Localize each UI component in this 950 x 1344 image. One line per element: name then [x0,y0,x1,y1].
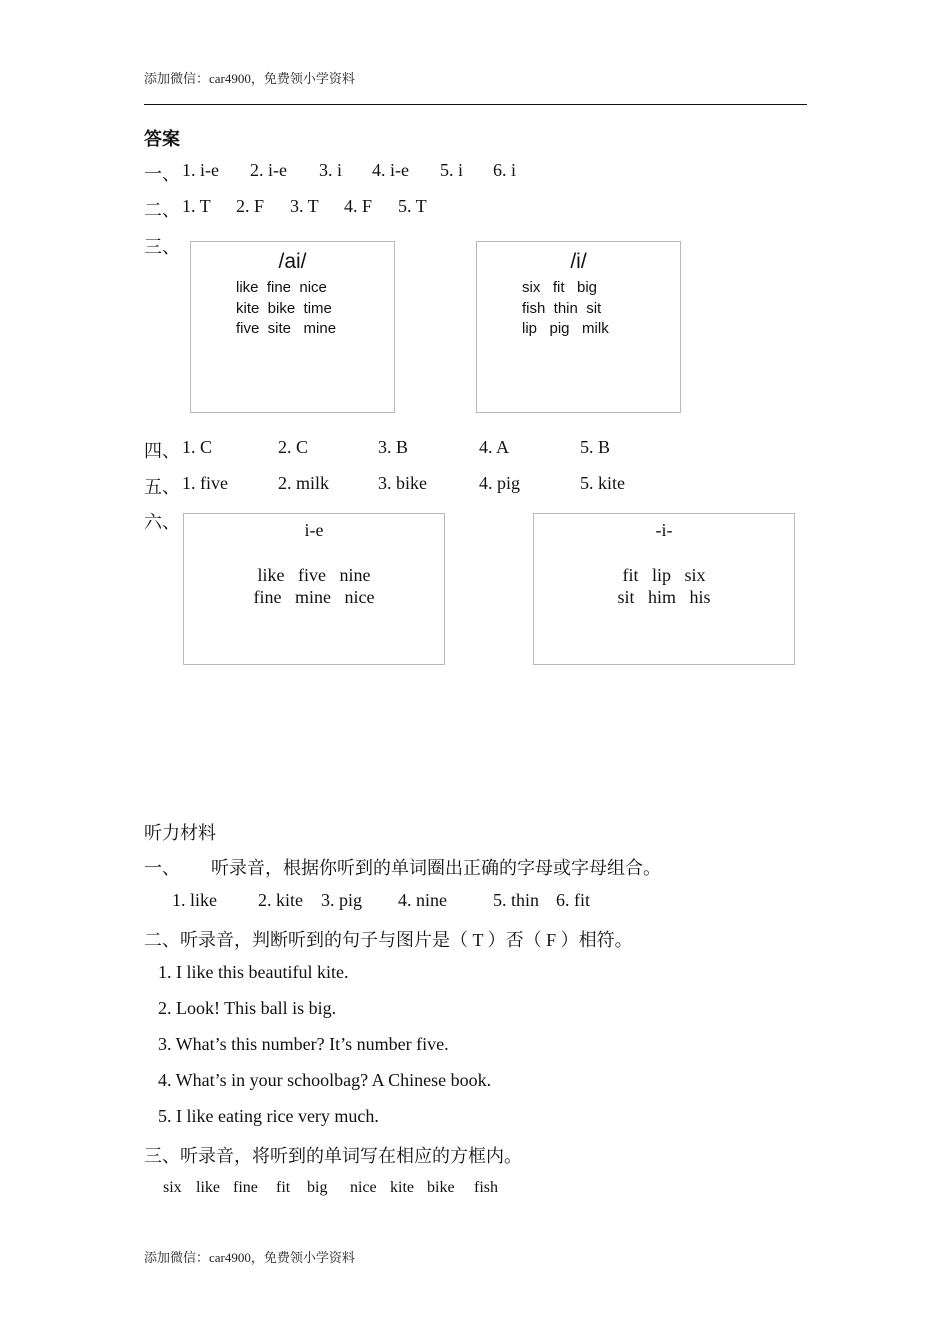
answer-item: 3. B [378,437,409,457]
answer-item: 1. T [182,196,211,216]
answer-item: 3. i [319,160,343,180]
word-row: five site mine [236,320,337,337]
answer-item: 5. kite [580,473,625,493]
word-row: like fine nice [236,279,327,296]
phoneme-box-ai [190,241,395,413]
listening-word: 2. kite [258,890,303,910]
answer-item: 6. i [493,160,517,180]
footer-note: 添加微信：car4900，免费领小学资料 [144,1250,355,1265]
listening-sentence: 5. I like eating rice very much. [158,1106,379,1126]
listening-q3-word: like [196,1179,220,1196]
word-row: sit him his [617,587,711,607]
word-row: fit lip six [622,565,706,585]
listening-word: 5. thin [493,890,540,910]
word-row: fish thin sit [522,299,602,317]
answer-item: 1. C [182,437,213,457]
listening-q3-word: kite [390,1179,414,1196]
pattern-word-list [534,564,794,608]
listening-word: 1. like [172,890,217,910]
answers-title: 答案 [144,129,180,150]
answer-section-4-label: 四、 [144,441,180,461]
listening-q3-word: fish [474,1179,498,1196]
listening-q3-word: nice [350,1179,377,1196]
listening-word: 4. nine [398,890,447,910]
answer-item: 3. T [290,196,319,216]
answer-item: 1. i-e [182,160,219,180]
listening-sentence: 3. What’s this number? It’s number five. [158,1034,449,1054]
word-row: fine mine nice [253,587,375,607]
listening-sentence: 2. Look! This ball is big. [158,998,337,1018]
listening-q3-word: bike [427,1179,455,1196]
listening-q3-word: big [307,1179,328,1196]
listening-word: 6. fit [556,890,590,910]
listening-q3-word: fit [276,1179,291,1196]
answer-section-5-label: 五、 [144,477,180,497]
answer-item: 5. i [440,160,464,180]
answer-section-3-label: 三、 [144,237,180,257]
section-label: 一、 [144,164,180,184]
answer-section-6-label: 六、 [144,512,180,532]
phoneme-heading: /ai/ [278,250,307,273]
header-rule [144,104,807,105]
answer-item: 4. F [344,196,373,216]
word-row: six fit big [522,279,598,296]
answer-item: 5. B [580,437,611,457]
listening-q3-word: fine [233,1179,258,1196]
answer-section-2-label: 二、 [144,200,180,220]
word-row: kite bike time [236,299,332,317]
listening-q3-word: six [163,1179,182,1196]
listening-q2-instruction: 二、听录音，判断听到的句子与图片是（ T ）否（ F ）相符。 [144,930,633,950]
header-note: 添加微信：car4900，免费领小学资料 [144,71,355,86]
listening-q1-instruction: 听录音，根据你听到的单词圈出正确的字母或字母组合。 [211,858,661,878]
pattern-word-list [184,564,444,608]
phoneme-word-list [522,278,609,340]
pattern-box-i [533,513,795,665]
answer-item: 3. bike [378,473,427,493]
word-row: like five nine [257,565,371,585]
answer-item: 4. A [479,437,510,457]
answer-section-1 [144,160,180,186]
phoneme-word-list [236,278,336,340]
phoneme-heading: /i/ [570,250,587,273]
listening-q3-instruction: 三、听录音，将听到的单词写在相应的方框内。 [144,1146,522,1166]
answer-item: 2. C [278,437,309,457]
listening-word: 3. pig [321,890,363,910]
listening-q1-label: 一、 [144,858,180,878]
listening-title: 听力材料 [144,823,216,843]
answer-item: 5. T [398,196,427,216]
answer-item: 4. pig [479,473,521,493]
pattern-box-i-e [183,513,445,665]
answer-item: 4. i-e [372,160,409,180]
pattern-heading: -i- [655,520,673,540]
answer-item: 2. F [236,196,265,216]
word-row: lip pig milk [522,320,609,337]
answer-item: 2. i-e [250,160,287,180]
phoneme-box-i [476,241,681,413]
pattern-heading: i-e [304,520,324,540]
answer-item: 2. milk [278,473,330,493]
answer-item: 1. five [182,473,228,493]
listening-sentence: 1. I like this beautiful kite. [158,962,349,982]
listening-sentence: 4. What’s in your schoolbag? A Chinese book. [158,1070,492,1090]
